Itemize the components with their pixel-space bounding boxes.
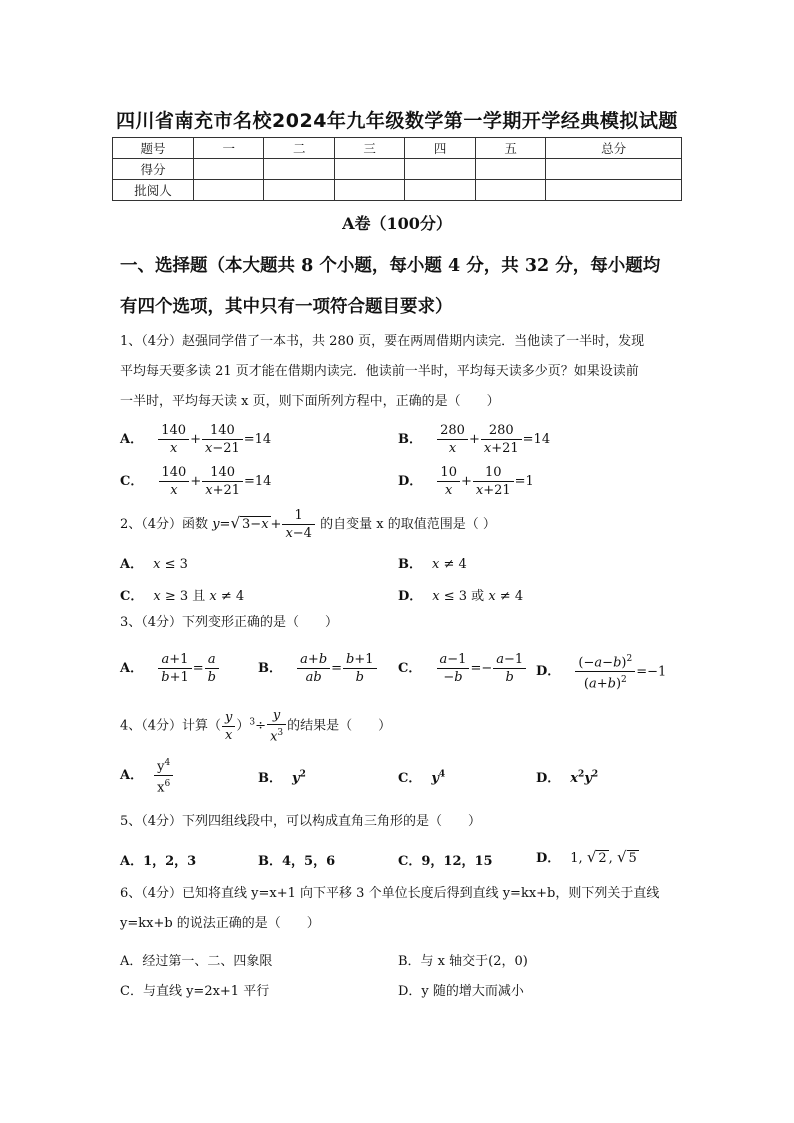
question-1: 1、（4分）赵强同学借了一本书，共 280 页，要在两周借期内读完．当他读了一半时，发现 平均每天要多读 21 页才能在借期内读完．他读前一半时，平均每天读多少页？如果设读前 一半时，平均每天读 x 页，则下面所列方程中，正确的是（ ） [120, 334, 645, 409]
table-cell: 批阅人 [113, 180, 194, 201]
q1-option-b: B． $\frac{280}{x}$ + $\frac{280}{x+21}$ =14 [398, 423, 551, 456]
section-a-heading: A卷（100分） [342, 214, 452, 233]
question-6: 6、（4分）已知将直线 y=x+1 向下平移 3 个单位长度后得到直线 y=kx+b，则下列关于直线 y=kx+b 的说法正确的是（ ） [120, 886, 660, 931]
question-3: 3、（4分）下列变形正确的是（ ） [120, 615, 339, 630]
q6-option-b: B．与 x 轴交于(2，0) [398, 954, 528, 969]
q4-option-a: A． $\frac{y^4}{x^6}$ [120, 755, 174, 797]
part1-heading-line2: 有四个选项，其中只有一项符合题目要求） [120, 297, 453, 317]
part1-heading-line1: 一、选择题（本大题共 8 个小题，每小题 4 分，共 32 分，每小题均 [120, 256, 661, 276]
q4-option-c: C． $y^4$ [398, 769, 446, 786]
q1-option-c: C． $\frac{140}{x}$ + $\frac{140}{x+21}$ =14 [120, 465, 272, 498]
q5-option-a: A．1，2，3 [120, 854, 197, 869]
table-cell: 三 [334, 138, 404, 159]
q3-option-b: B． $\frac{a+b}{ab}$ = $\frac{b+1}{b}$ [258, 651, 378, 686]
q2-option-a: A． x ≤ 3 [120, 557, 188, 572]
question-4: 4、（4分）计算（ $\frac{y}{x}$ ）$^3$÷ $\frac{y}{x^3}$ 的结果是（ ） [120, 708, 392, 745]
page-title: 四川省南充市名校2024年九年级数学第一学期开学经典模拟试题 [116, 110, 678, 132]
score-table [112, 137, 682, 201]
question-5: 5、（4分）下列四组线段中，可以构成直角三角形的是（ ） [120, 814, 482, 829]
q3-option-a: A． $\frac{a+1}{b+1}$ = $\frac{a}{b}$ [120, 651, 220, 686]
q6-option-c: C．与直线 y=2x+1 平行 [120, 984, 270, 999]
q5-option-b: B．4，5，6 [258, 854, 336, 869]
table-cell: 一 [194, 138, 264, 159]
table-cell: 五 [475, 138, 545, 159]
table-row [113, 138, 682, 159]
q2-option-d: D． x ≤ 3 或 x ≠ 4 [398, 589, 524, 604]
q2-option-b: B． x ≠ 4 [398, 557, 467, 572]
question-2: 2、（4分）函数 y=√ 3−x + $\frac{1}{x-4}$ 的自变量 x 的取值范围是（ ） [120, 508, 496, 541]
table-row [113, 180, 682, 201]
table-row [113, 159, 682, 180]
q6-option-d: D．y 随的增大而减小 [398, 984, 524, 999]
q4-option-b: B． $y^2$ [258, 769, 306, 786]
q4-option-d: D． $x^2y^2$ [536, 769, 599, 786]
q5-option-c: C．9，12，15 [398, 854, 493, 869]
q5-option-d: D． 1, √ 2 , √ 5 [536, 848, 637, 866]
table-cell: 总分 [546, 138, 682, 159]
q1-option-d: D． $\frac{10}{x}$ + $\frac{10}{x+21}$ =1 [398, 465, 534, 498]
table-cell: 题号 [113, 138, 194, 159]
table-cell: 二 [264, 138, 334, 159]
q2-option-c: C． x ≥ 3 且 x ≠ 4 [120, 589, 245, 604]
q6-option-a: A．经过第一、二、四象限 [120, 954, 273, 969]
q3-option-c: C． $\frac{a-1}{-b}$ =− $\frac{a-1}{b}$ [398, 651, 527, 686]
table-cell: 四 [405, 138, 475, 159]
table-cell: 得分 [113, 159, 194, 180]
q1-option-a: A． $\frac{140}{x}$ + $\frac{140}{x-21}$ =14 [120, 423, 272, 456]
q3-option-d: D． $\frac{(-a-b)^2}{(a+b)^2}$ =−1 [536, 651, 666, 693]
